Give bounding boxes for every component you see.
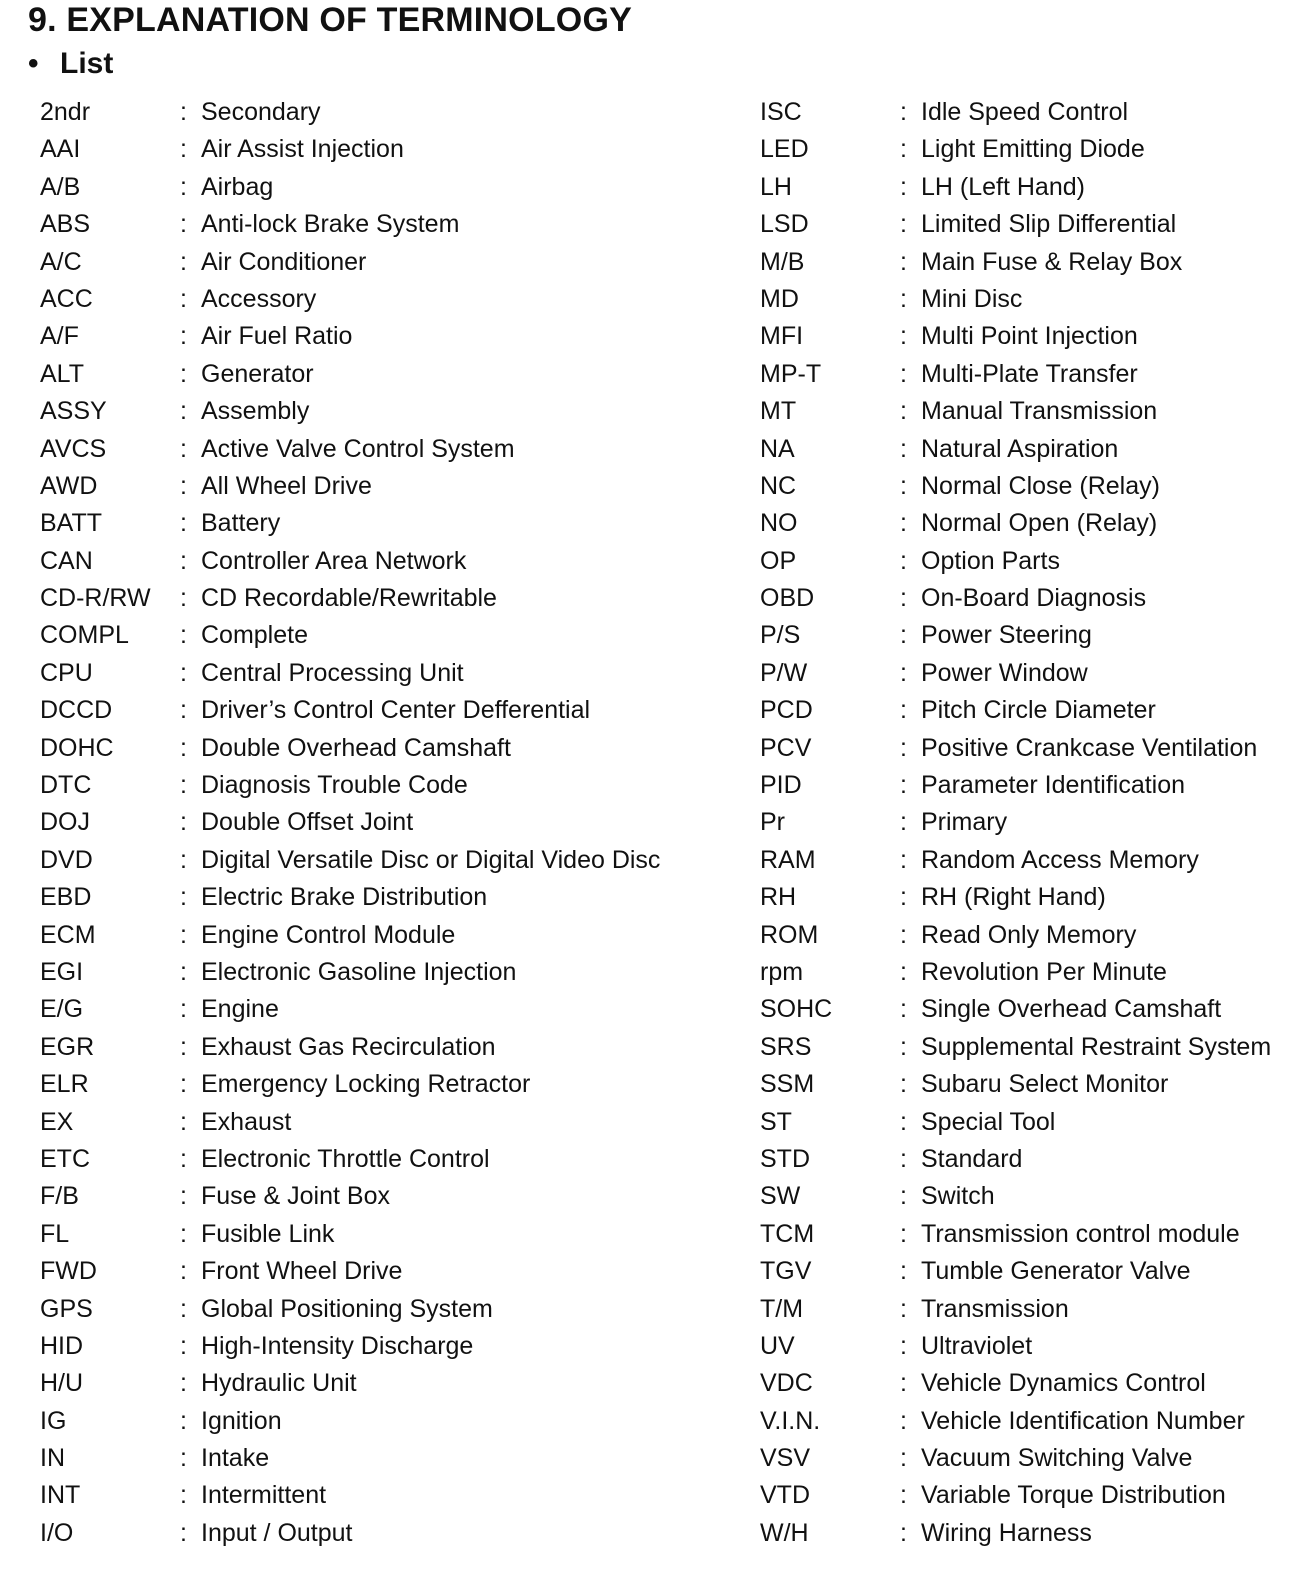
term-description: Air Conditioner	[201, 247, 367, 276]
term-separator: :	[900, 957, 907, 986]
term-separator: :	[900, 247, 907, 276]
term-separator: :	[180, 658, 187, 687]
term-abbreviation: ST	[760, 1107, 792, 1136]
term-separator: :	[900, 920, 907, 949]
term-description: Vacuum Switching Valve	[921, 1444, 1193, 1473]
term-separator: :	[180, 509, 187, 538]
term-description: Intake	[201, 1444, 270, 1473]
term-description: Driver’s Control Center Defferential	[201, 696, 591, 725]
term-description: Normal Open (Relay)	[921, 509, 1158, 538]
term-description: Power Window	[921, 658, 1088, 687]
term-description: Mini Disc	[921, 284, 1023, 313]
term-abbreviation: EX	[40, 1107, 74, 1136]
term-abbreviation: MFI	[760, 322, 804, 351]
term-description: Electronic Gasoline Injection	[201, 957, 517, 986]
term-separator: :	[900, 1444, 907, 1473]
term-separator: :	[900, 98, 907, 126]
term-abbreviation: EGR	[40, 1032, 95, 1061]
term-separator: :	[900, 434, 907, 463]
term-separator: :	[180, 284, 187, 313]
term-separator: :	[180, 1369, 187, 1398]
term-description: Wiring Harness	[921, 1518, 1092, 1547]
term-separator: :	[900, 1331, 907, 1360]
term-abbreviation: E/G	[40, 995, 84, 1024]
page-heading: 9. EXPLANATION OF TERMINOLOGY	[28, 1, 632, 39]
term-description: Revolution Per Minute	[921, 957, 1167, 986]
term-abbreviation: F/B	[40, 1182, 79, 1211]
term-description: Secondary	[201, 98, 321, 126]
term-description: Fusible Link	[201, 1219, 335, 1248]
term-description: Switch	[921, 1182, 995, 1211]
term-description: Subaru Select Monitor	[921, 1070, 1169, 1099]
term-abbreviation: DTC	[40, 771, 92, 800]
term-abbreviation: COMPL	[40, 621, 129, 650]
term-abbreviation: P/W	[760, 658, 808, 687]
term-description: Option Parts	[921, 546, 1060, 575]
term-description: Main Fuse & Relay Box	[921, 247, 1183, 276]
term-abbreviation: OBD	[760, 584, 815, 613]
term-abbreviation: A/F	[40, 322, 79, 351]
term-description: Random Access Memory	[921, 845, 1199, 874]
term-description: Ignition	[201, 1406, 282, 1435]
term-abbreviation: UV	[760, 1331, 795, 1360]
term-separator: :	[180, 247, 187, 276]
term-abbreviation: MD	[760, 284, 799, 313]
term-abbreviation: DOJ	[40, 808, 90, 837]
term-description: Active Valve Control System	[201, 434, 515, 463]
term-description: Global Positioning System	[201, 1294, 493, 1323]
term-description: Air Fuel Ratio	[201, 322, 353, 351]
term-description: High-Intensity Discharge	[201, 1331, 474, 1360]
term-description: Vehicle Identification Number	[921, 1406, 1245, 1435]
term-description: Supplemental Restraint System	[921, 1032, 1272, 1061]
term-description: Special Tool	[921, 1107, 1056, 1136]
term-description: Engine Control Module	[201, 920, 456, 949]
term-description: Normal Close (Relay)	[921, 471, 1160, 500]
term-separator: :	[900, 284, 907, 313]
term-abbreviation: AVCS	[40, 434, 107, 463]
term-separator: :	[180, 1182, 187, 1211]
term-abbreviation: IG	[40, 1406, 67, 1435]
term-separator: :	[900, 995, 907, 1024]
term-separator: :	[180, 210, 187, 239]
term-separator: :	[900, 471, 907, 500]
term-description: Exhaust Gas Recirculation	[201, 1032, 496, 1061]
term-description: Front Wheel Drive	[201, 1257, 403, 1286]
term-description: Emergency Locking Retractor	[201, 1070, 531, 1099]
term-separator: :	[900, 883, 907, 912]
term-separator: :	[900, 1257, 907, 1286]
term-description: Complete	[201, 621, 308, 650]
term-separator: :	[180, 434, 187, 463]
term-description: Multi Point Injection	[921, 322, 1138, 351]
term-description: Vehicle Dynamics Control	[921, 1369, 1206, 1398]
term-separator: :	[900, 397, 907, 426]
term-separator: :	[180, 1070, 187, 1099]
term-separator: :	[180, 995, 187, 1024]
term-abbreviation: DOHC	[40, 733, 114, 762]
term-separator: :	[180, 584, 187, 613]
term-description: Manual Transmission	[921, 397, 1158, 426]
term-separator: :	[900, 1294, 907, 1323]
term-description: Limited Slip Differential	[921, 210, 1177, 239]
term-separator: :	[180, 1219, 187, 1248]
term-abbreviation: BATT	[40, 509, 103, 538]
term-separator: :	[900, 771, 907, 800]
term-abbreviation: Pr	[760, 808, 785, 837]
term-abbreviation: SOHC	[760, 995, 833, 1024]
term-abbreviation: GPS	[40, 1294, 93, 1323]
term-separator: :	[180, 1294, 187, 1323]
term-separator: :	[180, 172, 187, 201]
term-description: Central Processing Unit	[201, 658, 464, 687]
term-abbreviation: INT	[40, 1481, 81, 1510]
term-separator: :	[900, 808, 907, 837]
term-abbreviation: A/B	[40, 172, 81, 201]
term-description: Digital Versatile Disc or Digital Video Disc	[201, 845, 661, 874]
term-abbreviation: MT	[760, 397, 797, 426]
term-description: All Wheel Drive	[201, 471, 372, 500]
term-separator: :	[180, 1107, 187, 1136]
term-abbreviation: EBD	[40, 883, 92, 912]
term-separator: :	[180, 1032, 187, 1061]
term-separator: :	[900, 1182, 907, 1211]
term-description: Input / Output	[201, 1518, 353, 1547]
term-abbreviation: P/S	[760, 621, 801, 650]
term-abbreviation: DCCD	[40, 696, 113, 725]
term-separator: :	[180, 883, 187, 912]
term-description: Airbag	[201, 172, 274, 201]
term-abbreviation: ALT	[40, 359, 84, 388]
term-abbreviation: rpm	[760, 957, 804, 986]
term-description: Electronic Throttle Control	[201, 1144, 490, 1173]
term-separator: :	[900, 1219, 907, 1248]
term-abbreviation: ISC	[760, 98, 802, 126]
term-description: Electric Brake Distribution	[201, 883, 488, 912]
term-abbreviation: ECM	[40, 920, 96, 949]
term-abbreviation: V.I.N.	[760, 1406, 821, 1435]
term-separator: :	[180, 957, 187, 986]
term-abbreviation: RH	[760, 883, 797, 912]
term-description: Controller Area Network	[201, 546, 467, 575]
term-abbreviation: SSM	[760, 1070, 815, 1099]
term-abbreviation: ABS	[40, 210, 91, 239]
term-abbreviation: A/C	[40, 247, 82, 276]
term-separator: :	[900, 322, 907, 351]
term-description: Variable Torque Distribution	[921, 1481, 1226, 1510]
term-separator: :	[180, 397, 187, 426]
term-abbreviation: STD	[760, 1144, 810, 1173]
term-separator: :	[180, 1144, 187, 1173]
term-description: Power Steering	[921, 621, 1092, 650]
term-abbreviation: OP	[760, 546, 797, 575]
term-description: Standard	[921, 1144, 1023, 1173]
term-description: Engine	[201, 995, 279, 1024]
term-description: Idle Speed Control	[921, 98, 1129, 126]
term-separator: :	[900, 546, 907, 575]
term-abbreviation: T/M	[760, 1294, 804, 1323]
term-abbreviation: PCD	[760, 696, 813, 725]
term-separator: :	[180, 1331, 187, 1360]
term-abbreviation: TGV	[760, 1257, 812, 1286]
term-abbreviation: LSD	[760, 210, 809, 239]
term-description: Transmission control module	[921, 1219, 1240, 1248]
term-abbreviation: 2ndr	[40, 98, 91, 126]
term-description: Generator	[201, 359, 314, 388]
term-abbreviation: VTD	[760, 1481, 810, 1510]
term-separator: :	[180, 1481, 187, 1510]
term-separator: :	[900, 1406, 907, 1435]
term-separator: :	[900, 696, 907, 725]
term-abbreviation: FWD	[40, 1257, 97, 1286]
term-separator: :	[900, 172, 907, 201]
term-abbreviation: HID	[40, 1331, 84, 1360]
term-description: Positive Crankcase Ventilation	[921, 733, 1258, 762]
term-separator: :	[900, 1032, 907, 1061]
term-description: Anti-lock Brake System	[201, 210, 460, 239]
term-description: Multi-Plate Transfer	[921, 359, 1138, 388]
term-abbreviation: ELR	[40, 1070, 89, 1099]
term-description: Tumble Generator Valve	[921, 1257, 1191, 1286]
term-description: RH (Right Hand)	[921, 883, 1106, 912]
term-separator: :	[900, 1369, 907, 1398]
term-abbreviation: VSV	[760, 1444, 811, 1473]
term-description: Pitch Circle Diameter	[921, 696, 1156, 725]
term-separator: :	[180, 920, 187, 949]
term-separator: :	[180, 1518, 187, 1547]
term-abbreviation: TCM	[760, 1219, 815, 1248]
term-separator: :	[180, 808, 187, 837]
term-abbreviation: ACC	[40, 284, 93, 313]
term-separator: :	[900, 135, 907, 164]
term-abbreviation: AAI	[40, 135, 81, 164]
term-abbreviation: NC	[760, 471, 797, 500]
term-abbreviation: VDC	[760, 1369, 813, 1398]
term-abbreviation: EGI	[40, 957, 84, 986]
term-separator: :	[900, 584, 907, 613]
term-separator: :	[180, 359, 187, 388]
term-description: Battery	[201, 509, 281, 538]
term-separator: :	[900, 359, 907, 388]
term-separator: :	[180, 771, 187, 800]
term-description: On-Board Diagnosis	[921, 584, 1147, 613]
term-separator: :	[180, 322, 187, 351]
term-separator: :	[900, 210, 907, 239]
term-separator: :	[900, 845, 907, 874]
term-separator: :	[180, 1257, 187, 1286]
term-abbreviation: I/O	[40, 1518, 74, 1547]
term-abbreviation: ROM	[760, 920, 819, 949]
term-separator: :	[900, 1070, 907, 1099]
term-abbreviation: PID	[760, 771, 802, 800]
section-subheading	[28, 44, 113, 84]
term-description: Diagnosis Trouble Code	[201, 771, 468, 800]
term-abbreviation: CAN	[40, 546, 93, 575]
term-description: LH (Left Hand)	[921, 172, 1085, 201]
term-separator: :	[900, 1481, 907, 1510]
term-description: Hydraulic Unit	[201, 1369, 357, 1398]
term-description: Intermittent	[201, 1481, 327, 1510]
term-description: Single Overhead Camshaft	[921, 995, 1222, 1024]
term-separator: :	[900, 621, 907, 650]
term-separator: :	[180, 845, 187, 874]
term-description: Accessory	[201, 284, 317, 313]
term-description: Double Overhead Camshaft	[201, 733, 511, 762]
subheading-label: List	[60, 47, 114, 80]
term-abbreviation: IN	[40, 1444, 65, 1473]
term-description: Transmission	[921, 1294, 1069, 1323]
term-description: Exhaust	[201, 1107, 292, 1136]
term-description: Primary	[921, 808, 1008, 837]
term-separator: :	[900, 658, 907, 687]
term-abbreviation: SW	[760, 1182, 801, 1211]
term-description: Light Emitting Diode	[921, 135, 1145, 164]
term-separator: :	[180, 546, 187, 575]
term-abbreviation: DVD	[40, 845, 93, 874]
term-abbreviation: LED	[760, 135, 809, 164]
term-abbreviation: CD-R/RW	[40, 584, 151, 613]
term-description: Ultraviolet	[921, 1331, 1033, 1360]
term-description: Air Assist Injection	[201, 135, 404, 164]
term-abbreviation: CPU	[40, 658, 93, 687]
term-abbreviation: MP-T	[760, 359, 822, 388]
term-separator: :	[900, 509, 907, 538]
term-abbreviation: ASSY	[40, 397, 107, 426]
term-description: Assembly	[201, 397, 310, 426]
term-abbreviation: PCV	[760, 733, 812, 762]
term-description: Parameter Identification	[921, 771, 1186, 800]
term-description: Natural Aspiration	[921, 434, 1119, 463]
term-description: Double Offset Joint	[201, 808, 414, 837]
term-abbreviation: RAM	[760, 845, 816, 874]
term-separator: :	[900, 1518, 907, 1547]
term-separator: :	[180, 471, 187, 500]
term-description: Fuse & Joint Box	[201, 1182, 390, 1211]
term-abbreviation: LH	[760, 172, 792, 201]
term-abbreviation: SRS	[760, 1032, 812, 1061]
term-abbreviation: NO	[760, 509, 798, 538]
term-separator: :	[180, 1406, 187, 1435]
term-abbreviation: ETC	[40, 1144, 90, 1173]
term-separator: :	[180, 1444, 187, 1473]
term-abbreviation: H/U	[40, 1369, 84, 1398]
term-abbreviation: NA	[760, 434, 795, 463]
term-separator: :	[180, 696, 187, 725]
bullet-icon: •	[28, 47, 39, 80]
term-abbreviation: FL	[40, 1219, 70, 1248]
term-description: Read Only Memory	[921, 920, 1137, 949]
term-abbreviation: AWD	[40, 471, 98, 500]
term-separator: :	[180, 621, 187, 650]
term-separator: :	[900, 1144, 907, 1173]
term-separator: :	[180, 98, 187, 126]
term-separator: :	[900, 1107, 907, 1136]
term-abbreviation: W/H	[760, 1518, 809, 1547]
term-abbreviation: M/B	[760, 247, 805, 276]
term-separator: :	[900, 733, 907, 762]
term-description: CD Recordable/Rewritable	[201, 584, 497, 613]
term-separator: :	[180, 135, 187, 164]
term-separator: :	[180, 733, 187, 762]
